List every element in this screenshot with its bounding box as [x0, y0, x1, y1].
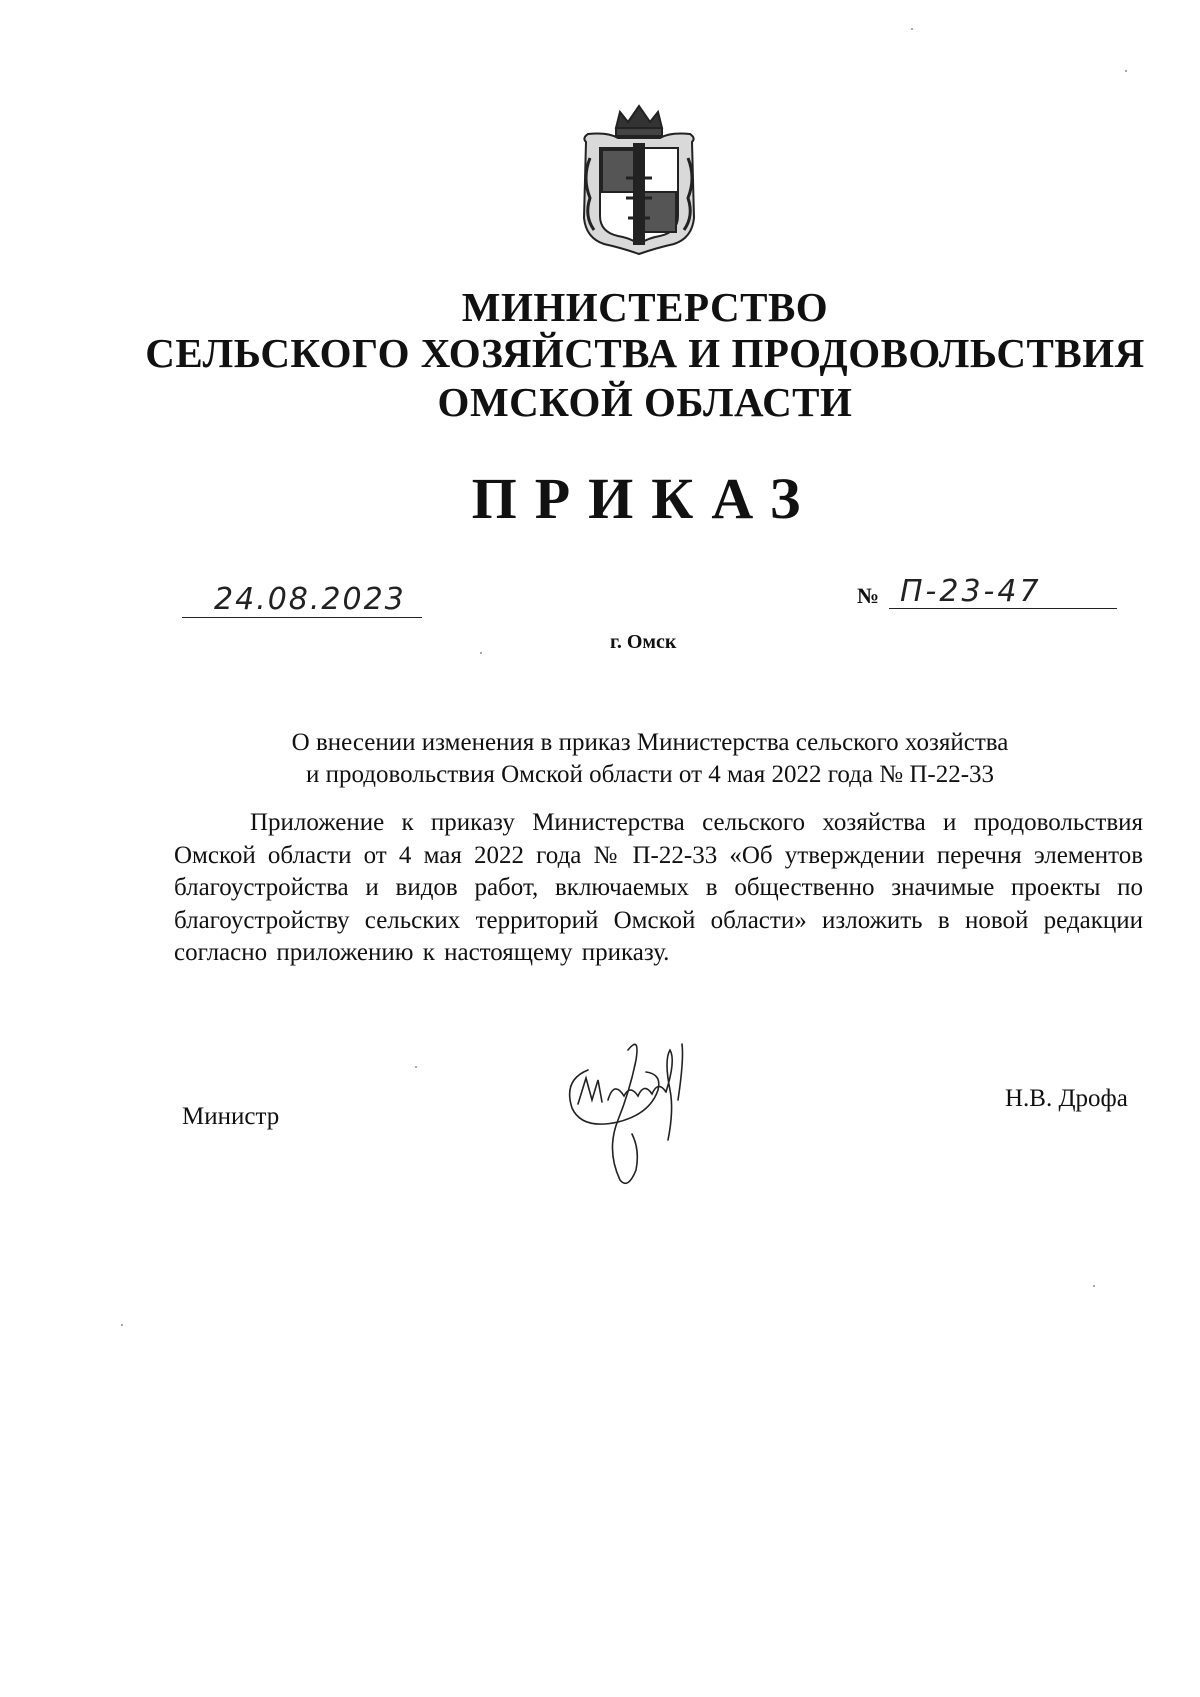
scan-speck	[1125, 70, 1127, 72]
ministry-title-line-2: СЕЛЬСКОГО ХОЗЯЙСТВА И ПРОДОВОЛЬСТВИЯ	[145, 330, 1145, 376]
number-sign: №	[857, 583, 880, 608]
subject-line-2: и продовольствия Омской области от 4 мая 2022 года № П-22-33	[305, 761, 995, 788]
order-subject	[200, 727, 1100, 791]
signer-position: Министр	[182, 1103, 280, 1130]
date-underline	[182, 617, 422, 618]
subject-line-1: О внесении изменения в приказ Министерства сельского хозяйства	[291, 729, 1009, 756]
order-number: П-23-47	[900, 574, 1042, 609]
scan-speck	[415, 1066, 417, 1068]
scan-speck	[121, 1324, 123, 1326]
signer-name: Н.В. Дрофа	[1005, 1085, 1128, 1112]
handwritten-signature-icon	[558, 1030, 738, 1200]
city-label: г. Омск	[610, 631, 677, 653]
order-date: 24.08.2023	[214, 582, 406, 617]
order-body: Приложение к приказу Министерства сельского хозяйства и продовольствия Омской области от 4 мая 2022 года № П-22-33 «Об утверждении перечня элементов благоустройства и видов работ, включаемых в общественно значимые проекты по благоустройству сельских территорий Омской области» изложить в новой редакции согласно приложению к настоящему приказу.	[174, 809, 1143, 966]
scan-speck	[911, 28, 913, 30]
coat-of-arms-icon	[578, 98, 700, 256]
document-type-title: ПРИКАЗ	[471, 466, 819, 531]
ministry-title-line-1: МИНИСТЕРСТВО	[461, 284, 829, 330]
scan-speck	[1093, 1285, 1095, 1287]
ministry-title-line-3: ОМСКОЙ ОБЛАСТИ	[437, 379, 853, 425]
scan-speck	[480, 652, 482, 654]
number-underline	[889, 608, 1117, 609]
